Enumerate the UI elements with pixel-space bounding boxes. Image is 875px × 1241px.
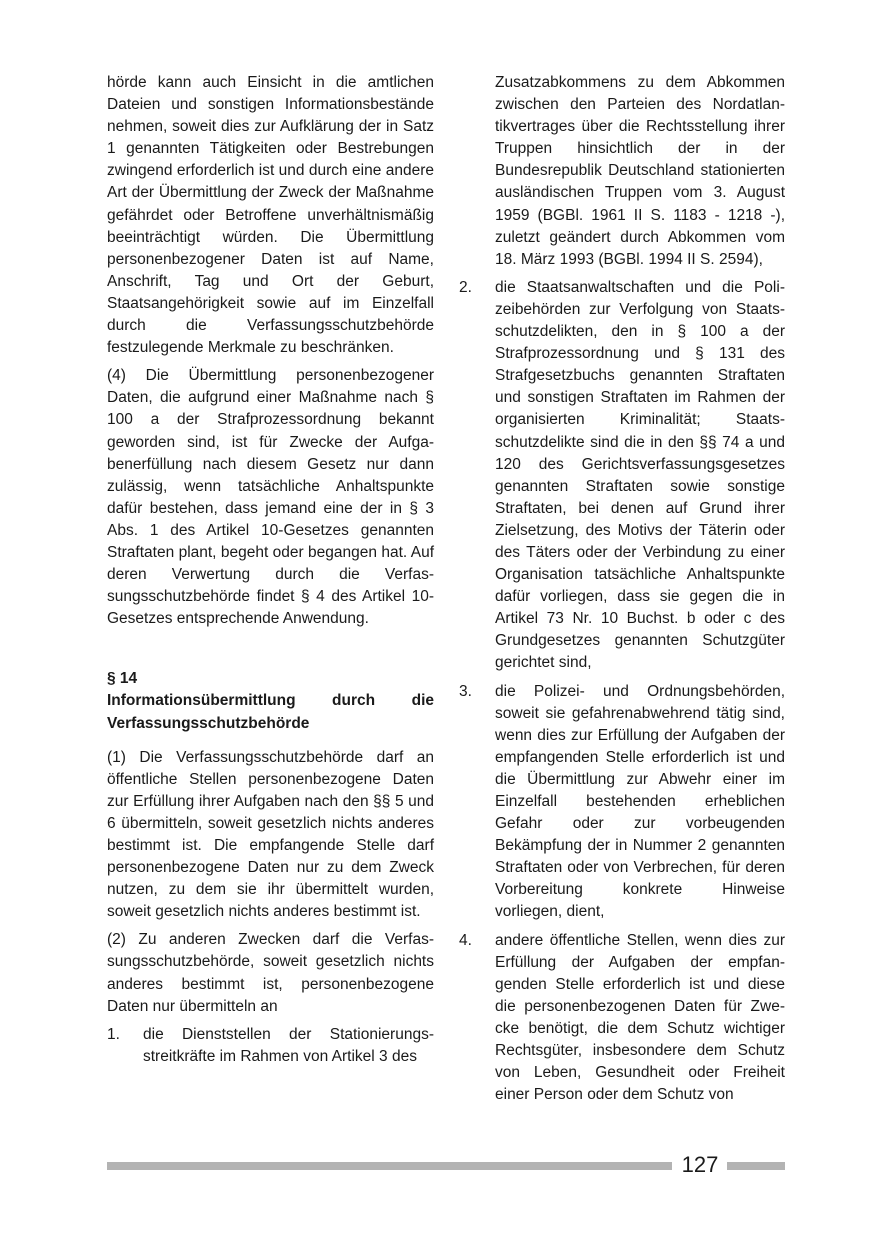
list-item-2 [459,277,785,675]
list-item-number: 4. [459,931,472,949]
list-item-number: 1. [107,1025,120,1043]
list-item-text: die Staatsanwaltschaften und die Polizeibehörden zur Verfolgung von Staatsschutzdelikten, den in § 100 a der Strafprozessordnung und § 131 des Strafgesetzbuchs genannten Straftaten und sonstigen Straftaten im Rahmen der organisierten Kriminalität; Staatsschutzdelikte sind die in den §§ 74 a und 120 des Gerichtsverfassungsgesetzes genannten Straftaten sowie sonstige Straftaten, bei denen auf Grund ihrer Zielsetzung, des Motivs der Täterin oder des Täters oder der Verbindung zu einer Organisation tatsächliche Anhaltspunkte dafür vorliegen, dass sie gegen die in Artikel 73 Nr. 10 Buchst. b oder c des Grundgesetzes genannten Schutzgüter gerichtet sind, [495,278,785,672]
paragraph-4: (4) Die Übermittlung personenbezogener Daten, die aufgrund einer Maßnahme nach § 100 a der Strafprozessordnung bekannt geworden sind, ist für Zwecke der Aufgabenerfüllung nach diesem Gesetz nur dann zulässig, wenn tatsächliche Anhaltspunkte dafür bestehen, dass jemand eine der in § 3 Abs. 1 des Artikel 10-Gesetzes genannten Straftaten plant, begeht oder begangen hat. Auf deren Verwertung durch die Verfassungsschutzbehörde findet § 4 des Artikel 10-Gesetzes entsprechende Anwendung. [107,367,434,628]
right-column [459,72,785,1112]
paragraph-1: (1) Die Verfassungsschutzbehörde darf an öffentliche Stellen personenbezogene Daten zur Erfüllung ihrer Aufgaben nach den §§ 5 und 6 übermitteln, soweit gesetzlich nichts anderes bestimmt ist. Die empfangende Stelle darf personenbezogene Daten nur zu dem Zweck nutzen, zu dem sie ihr übermittelt wurden, soweit gesetzlich nichts anderes bestimmt ist. [107,748,434,921]
list-item-1 [107,1024,434,1068]
list-item-number: 2. [459,278,472,296]
list-item-text: andere öffentliche Stellen, wenn dies zur Erfüllung der Aufgaben der empfangenden Stelle erforderlich ist und diese die personenbezogenen Daten für Zwecke benötigt, die dem Schutz wichtiger Rechtsgüter, insbesondere dem Schutz von Leben, Gesundheit oder Freiheit einer Person oder dem Schutz von [495,931,785,1104]
list-item-text: die Dienststellen der Stationierungsstreitkräfte im Rahmen von Artikel 3 des [143,1025,434,1065]
list-item-number: 3. [459,682,472,700]
page-number: 127 [681,1152,719,1177]
section-title: Informationsübermittlung durch die Verfassungsschutzbehörde [107,692,434,732]
list-item-text: Zusatzabkommens zu dem Abkommen zwischen den Parteien des Nordatlantikvertrages über die Rechtsstellung ihrer Truppen hinsichtlich der in der Bundesrepublik Deutschland stationierten ausländischen Truppen vom 3. August 1959 (BGBl. 1961 II S. 1183 - 1218 -), zuletzt geändert durch Abkommen vom 18. März 1993 (BGBl. 1994 II S. 2594), [495,74,785,268]
section-number: § 14 [107,670,138,688]
list-item-4 [459,930,785,1107]
paragraph-2: (2) Zu anderen Zwecken darf die Verfassungsschutzbehörde, soweit gesetzlich nichts anderes bestimmt ist, personenbezogene Daten nur übermitteln an [107,931,434,1015]
list-item-text: die Polizei- und Ordnungsbehörden, soweit sie gefahrenabwehrend tätig sind, wenn dies zur Erfüllung der Aufgaben der empfangenden Stelle erforderlich ist und die Übermittlung zur Abwehr einer im Einzelfall bestehenden erheblichen Gefahr oder zur vorbeugenden Bekämpfung der in Nummer 2 genannten Straftaten oder von Verbrechen, für deren Vorbereitung konkrete Hinweise vorliegen, dient, [495,682,785,921]
list-item-3 [459,681,785,924]
section-gap [107,636,434,668]
footer-rule-right [727,1162,785,1170]
list-item-1-continuation [459,72,785,271]
left-column [107,72,434,1074]
footer-rule-left [107,1162,672,1170]
paragraph-continuation: hörde kann auch Einsicht in die amtlichen Dateien und sonstigen Informationsbestände nehmen, soweit dies zur Aufklärung der in Satz 1 genannten Tätigkeiten oder Bestrebungen zwingend erforderlich ist und durch eine andere Art der Übermittlung der Zweck der Maßnahme gefährdet oder Betroffene unverhältnismäßig beeinträchtigt würden. Die Übermittlung personenbezogener Daten ist auf Name, Anschrift, Tag und Ort der Geburt, Staatsangehörigkeit sowie auf im Einzelfall durch die Verfassungsschutzbehörde festzulegende Merkmale zu beschränken. [107,74,434,357]
